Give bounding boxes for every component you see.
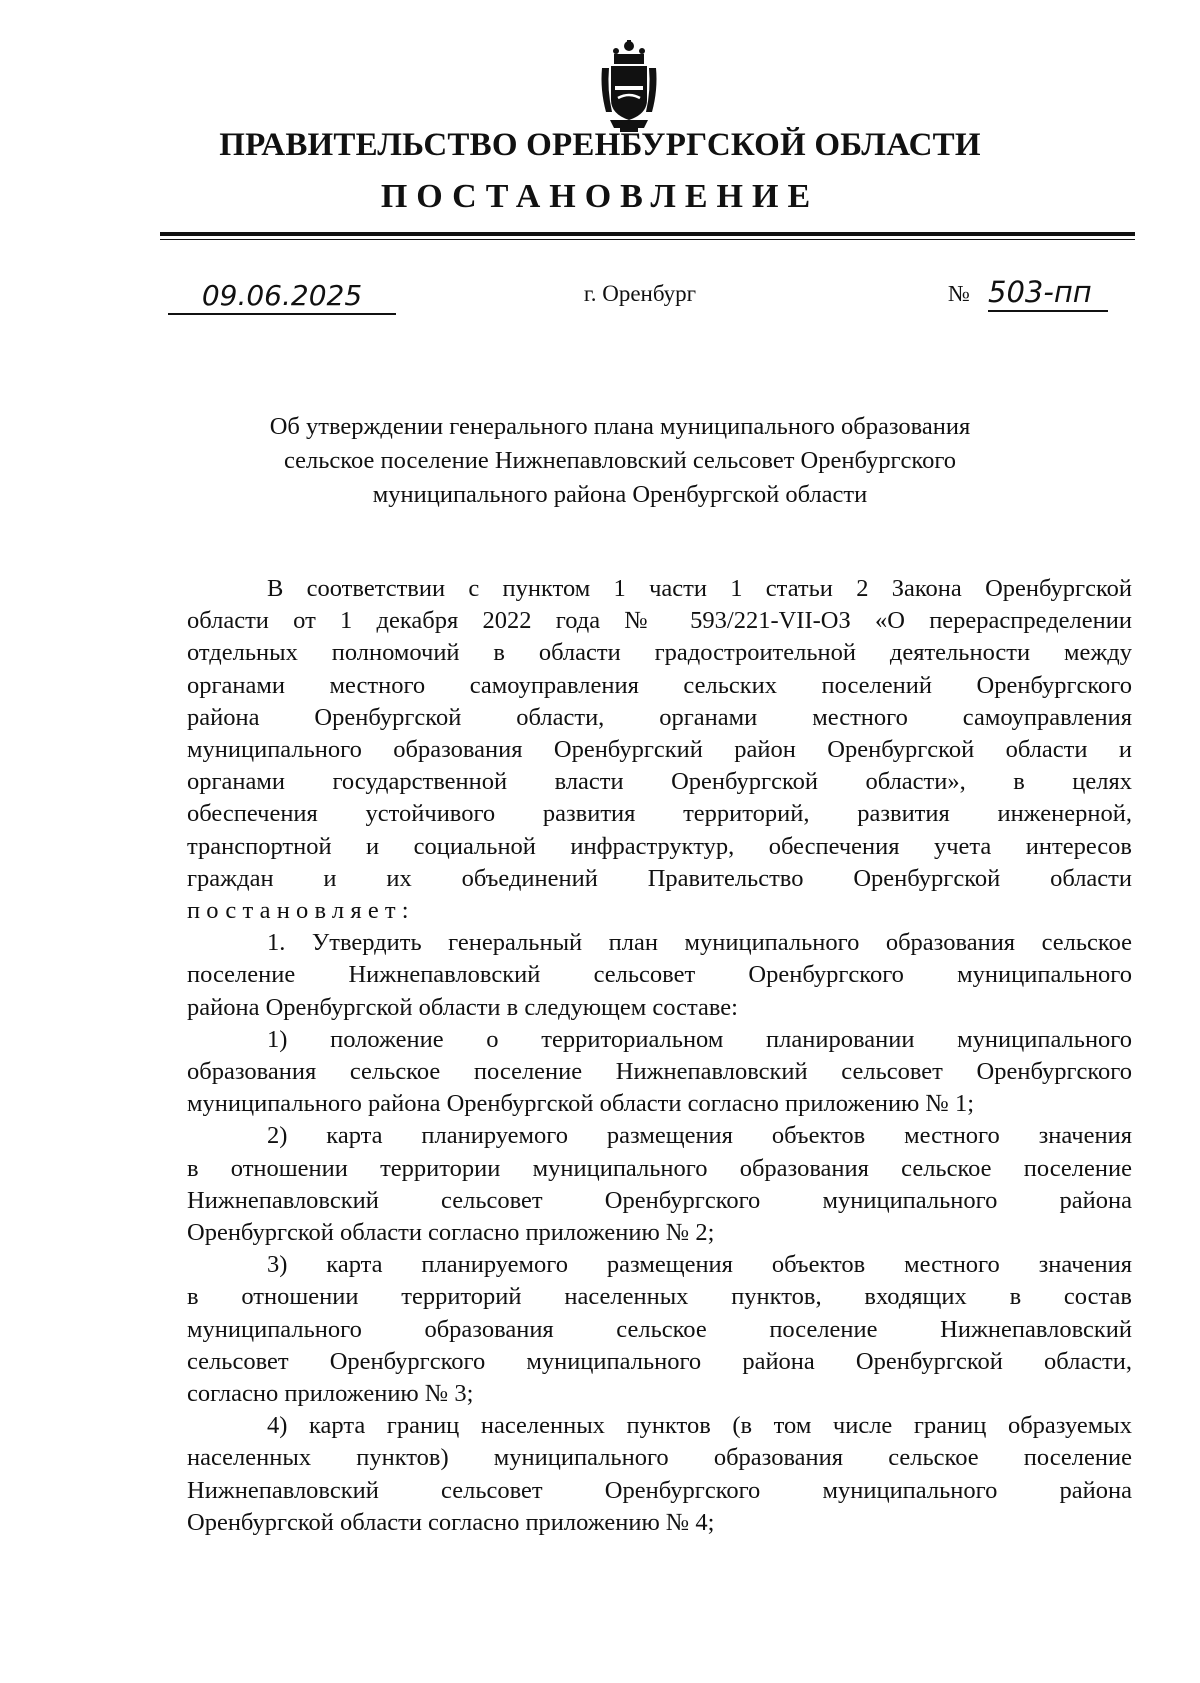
body-line: Нижнепавловский сельсовет Оренбургского муниципального района [187, 1186, 1132, 1214]
body-line: 1) положение о территориальном планировании муниципального [267, 1025, 1132, 1053]
document-body [187, 573, 1132, 1539]
document-number: 503-пп [988, 275, 1092, 309]
body-line: муниципального образования Оренбургский район Оренбургской области и [187, 736, 1132, 764]
document-type-title: ПОСТАНОВЛЕНИЕ [380, 178, 820, 215]
body-line: органами государственной власти Оренбургской области», в целях [187, 768, 1132, 796]
body-line: в отношении территорий населенных пунктов, входящих в состав [187, 1283, 1132, 1311]
body-line: 3) карта планируемого размещения объектов местного значения [267, 1251, 1132, 1279]
header-rule-thick [160, 232, 1135, 236]
body-line: поселение Нижнепавловский сельсовет Оренбургского муниципального [187, 961, 1132, 989]
body-line: муниципального образования сельское поселение Нижнепавловский [187, 1315, 1132, 1343]
subject-line: сельское поселение Нижнепавловский сельсовет Оренбургского [283, 447, 957, 474]
subject-line: муниципального района Оренбургской области [372, 481, 868, 508]
body-line: Оренбургской области согласно приложению № 2; [187, 1219, 715, 1247]
body-line: района Оренбургской области, органами местного самоуправления [187, 703, 1132, 731]
body-line: обеспечения устойчивого развития территорий, развития инженерной, [187, 800, 1132, 828]
body-line: отдельных полномочий в области градостроительной деятельности между [187, 639, 1132, 667]
body-line: муниципального района Оренбургской области согласно приложению № 1; [187, 1090, 975, 1118]
coat-of-arms-emblem [600, 40, 658, 132]
header-rule-thin [160, 239, 1135, 240]
body-line: населенных пунктов) муниципального образования сельское поселение [187, 1444, 1132, 1472]
body-line: района Оренбургской области в следующем составе: [187, 993, 738, 1021]
date-underline [168, 313, 396, 315]
body-line: 1. Утвердить генеральный план муниципального образования сельское [267, 929, 1132, 957]
document-number-label: № [948, 281, 970, 306]
body-line: Нижнепавловский сельсовет Оренбургского муниципального района [187, 1476, 1132, 1504]
body-line: образования сельское поселение Нижнепавловский сельсовет Оренбургского [187, 1058, 1132, 1086]
body-line: транспортной и социальной инфраструктур, обеспечения учета интересов [187, 832, 1132, 860]
number-underline [988, 310, 1108, 312]
body-line: области от 1 декабря 2022 года № 593/221-VII-ОЗ «О перераспределении [187, 607, 1132, 635]
document-city: г. Оренбург [583, 281, 697, 306]
body-line: в отношении территории муниципального образования сельское поселение [187, 1154, 1132, 1182]
body-line: В соответствии с пунктом 1 части 1 статьи 2 Закона Оренбургской [267, 575, 1132, 602]
document-subject [200, 410, 1040, 512]
subject-line: Об утверждении генерального плана муниципального образования [269, 413, 971, 440]
government-title: ПРАВИТЕЛЬСТВО ОРЕНБУРГСКОЙ ОБЛАСТИ [219, 127, 981, 163]
body-line: 4) карта границ населенных пунктов (в том числе границ образуемых [267, 1412, 1132, 1440]
body-line: согласно приложению № 3; [187, 1380, 474, 1408]
body-line: 2) карта планируемого размещения объектов местного значения [267, 1122, 1132, 1150]
body-line: постановляет: [187, 897, 415, 925]
body-line: граждан и их объединений Правительство Оренбургской области [187, 864, 1132, 892]
document-date: 09.06.2025 [201, 279, 363, 312]
body-line: органами местного самоуправления сельских поселений Оренбургского [187, 671, 1132, 699]
body-line: сельсовет Оренбургского муниципального района Оренбургской области, [187, 1347, 1132, 1375]
body-line: Оренбургской области согласно приложению № 4; [187, 1508, 715, 1536]
